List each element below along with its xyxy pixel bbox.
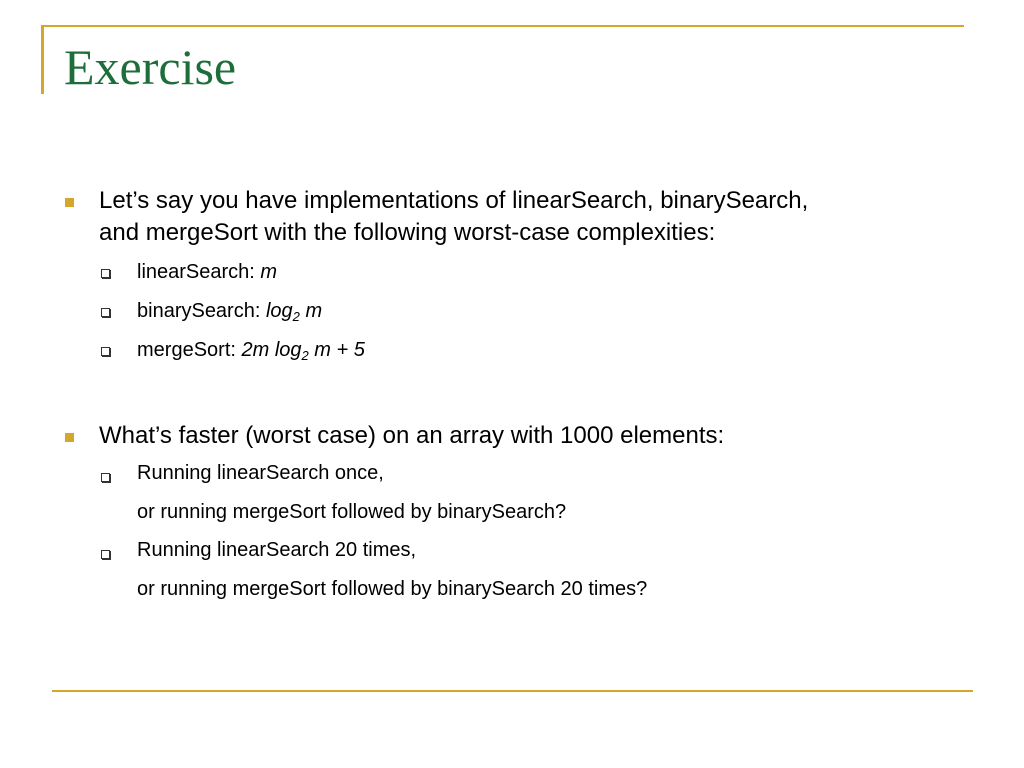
- question-1-line-2: or running mergeSort followed by binarySearch?: [137, 501, 567, 523]
- bullet-1-line-1: Let’s say you have implementations of linearSearch, binarySearch,: [99, 187, 809, 214]
- square-bullet-icon: [65, 198, 74, 207]
- bullet-2-text: What’s faster (worst case) on an array with 1000 elements:: [99, 422, 725, 449]
- complexity-expression: m: [260, 261, 278, 283]
- complexity-expression: 2m log: [241, 339, 302, 361]
- complexity-item-linear-search: [137, 259, 957, 286]
- complexity-label: mergeSort:: [137, 339, 242, 361]
- complexity-expression-tail: m + 5: [308, 339, 365, 361]
- question-1-line-1: Running linearSearch once,: [137, 462, 384, 484]
- slide-title: Exercise: [64, 39, 237, 95]
- hollow-square-bullet-icon: [101, 308, 110, 317]
- complexity-label: binarySearch:: [137, 300, 266, 322]
- square-bullet-icon: [65, 433, 74, 442]
- hollow-square-bullet-icon: [101, 550, 110, 559]
- bullet-1-line-2: and mergeSort with the following worst-case complexities:: [99, 219, 716, 246]
- complexity-expression-tail: m: [299, 300, 323, 322]
- hollow-square-bullet-icon: [101, 269, 110, 278]
- hollow-square-bullet-icon: [101, 347, 110, 356]
- question-2-line-1: Running linearSearch 20 times,: [137, 539, 417, 561]
- complexity-label: linearSearch:: [137, 261, 261, 283]
- question-2-line-2: or running mergeSort followed by binarySearch 20 times?: [137, 578, 648, 600]
- complexity-item-merge-sort: [137, 337, 957, 364]
- complexity-item-binary-search: [137, 298, 957, 325]
- complexity-expression: log: [265, 300, 293, 322]
- log-base-subscript: 2: [301, 348, 309, 363]
- log-base-subscript: 2: [292, 309, 300, 324]
- hollow-square-bullet-icon: [101, 473, 110, 482]
